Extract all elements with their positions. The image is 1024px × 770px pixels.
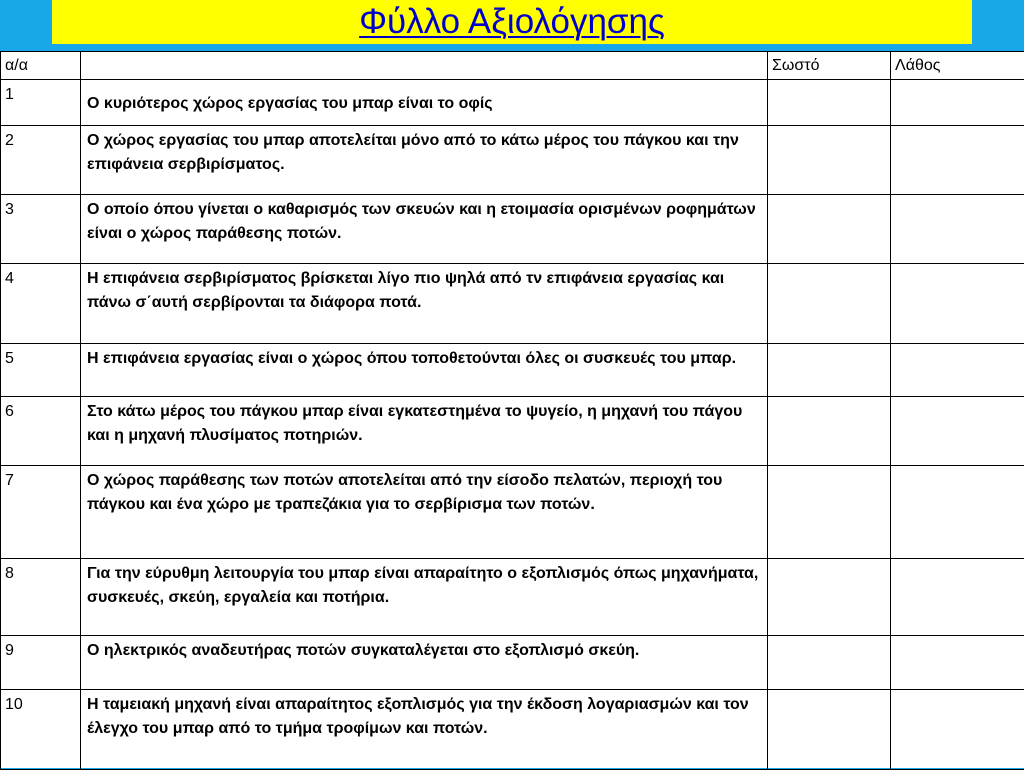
page-title: Φύλλο Αξιολόγησης [52,2,972,42]
row-statement: Για την εύρυθμη λειτουργία του μπαρ είναι απαραίτητο ο εξοπλισμός όπως μηχανήματα, συσκευές, σκεύη, εργαλεία και ποτήρια. [81,559,768,636]
title-banner [52,0,972,44]
row-number: 8 [1,559,81,636]
row-statement: Ο χώρος εργασίας του μπαρ αποτελείται μόνο από το κάτω μέρος του πάγκου και την επιφάνεια σερβιρίσματος. [81,126,768,195]
row-statement: Η επιφάνεια σερβιρίσματος βρίσκεται λίγο πιο ψηλά από τν επιφάνεια εργασίας και πάνω σ΄αυτή σερβίρονται τα διάφορα ποτά. [81,264,768,344]
wrong-cell[interactable] [891,690,1024,770]
table-row [1,264,1024,344]
wrong-cell[interactable] [891,195,1024,264]
table-row [1,559,1024,636]
table-row [1,690,1024,770]
header-correct: Σωστό [768,52,891,80]
wrong-cell[interactable] [891,559,1024,636]
row-number: 2 [1,126,81,195]
correct-cell[interactable] [768,195,891,264]
table-row [1,636,1024,690]
row-number: 4 [1,264,81,344]
row-statement: Η επιφάνεια εργασίας είναι ο χώρος όπου τοποθετούνται όλες οι συσκευές του μπαρ. [81,344,768,397]
header-statement [81,52,768,80]
row-statement: Ο χώρος παράθεσης των ποτών αποτελείται από την είσοδο πελατών, περιοχή του πάγκου και ένα χώρο με τραπεζάκια για το σερβίρισμα των ποτών. [81,466,768,559]
row-statement: Ο ηλεκτρικός αναδευτήρας ποτών συγκαταλέγεται στο εξοπλισμό σκεύη. [81,636,768,690]
correct-cell[interactable] [768,397,891,466]
row-number: 7 [1,466,81,559]
row-statement: Στο κάτω μέρος του πάγκου μπαρ είναι εγκατεστημένα το ψυγείο, η μηχανή του πάγου και η μηχανή πλυσίματος ποτηριών. [81,397,768,466]
row-number: 3 [1,195,81,264]
correct-cell[interactable] [768,559,891,636]
evaluation-sheet [0,51,1024,768]
row-number: 1 [1,80,81,126]
header-number: α/α [1,52,81,80]
correct-cell[interactable] [768,636,891,690]
row-number: 5 [1,344,81,397]
table-row [1,344,1024,397]
correct-cell[interactable] [768,344,891,397]
correct-cell[interactable] [768,466,891,559]
wrong-cell[interactable] [891,344,1024,397]
row-number: 6 [1,397,81,466]
table-row [1,126,1024,195]
row-statement: Ο οποίο όπου γίνεται ο καθαρισμός των σκευών και η ετοιμασία ορισμένων ροφημάτων είναι ο χώρος παράθεσης ποτών. [81,195,768,264]
correct-cell[interactable] [768,80,891,126]
row-statement: Η ταμειακή μηχανή είναι απαραίτητος εξοπλισμός για την έκδοση λογαριασμών και τον έλεγχο του μπαρ από το τμήμα τροφίμων και ποτών. [81,690,768,770]
wrong-cell[interactable] [891,126,1024,195]
table-row [1,466,1024,559]
row-statement: Ο κυριότερος χώρος εργασίας του μπαρ είναι το οφίς [81,80,768,126]
table-row [1,195,1024,264]
correct-cell[interactable] [768,126,891,195]
correct-cell[interactable] [768,690,891,770]
table-header-row [1,52,1024,80]
correct-cell[interactable] [768,264,891,344]
table-row [1,80,1024,126]
table-row [1,397,1024,466]
wrong-cell[interactable] [891,264,1024,344]
wrong-cell[interactable] [891,636,1024,690]
wrong-cell[interactable] [891,80,1024,126]
evaluation-table [0,51,1024,770]
wrong-cell[interactable] [891,466,1024,559]
row-number: 10 [1,690,81,770]
header-wrong: Λάθος [891,52,1024,80]
wrong-cell[interactable] [891,397,1024,466]
row-number: 9 [1,636,81,690]
